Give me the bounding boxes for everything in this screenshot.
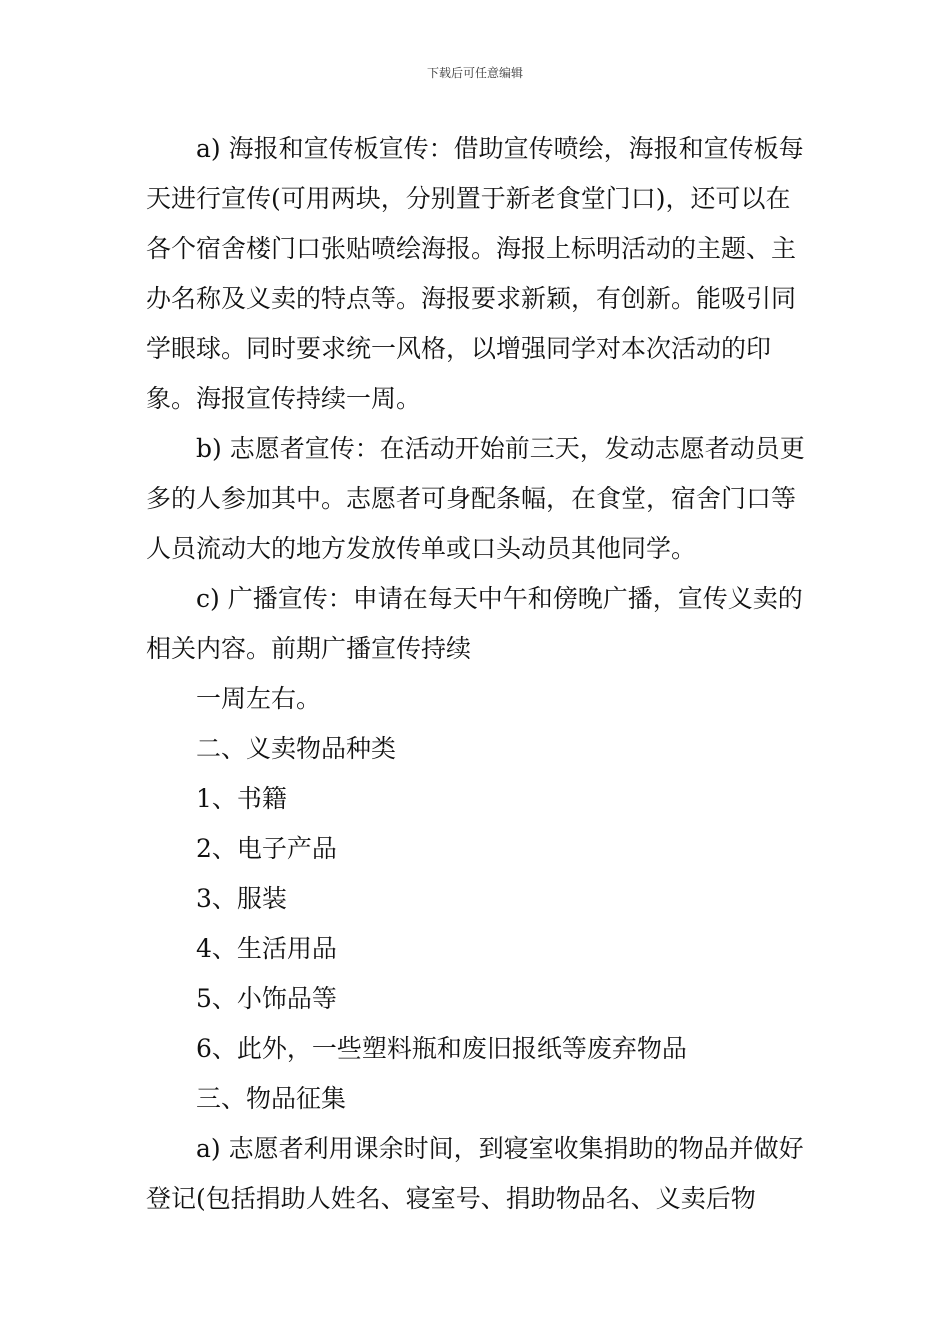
list-item: 2、电子产品: [196, 834, 337, 863]
paragraph-volunteer-collection: a) 志愿者利用课余时间，到寝室收集捐助的物品并做好登记(包括捐助人姓名、寝室号、捐助物品名、义卖后物: [146, 1134, 804, 1213]
list-item: 3、服装: [196, 884, 287, 913]
list-item: 6、此外，一些塑料瓶和废旧报纸等废弃物品: [196, 1034, 687, 1063]
page-header: 下载后可任意编辑: [426, 66, 523, 80]
paragraph-broadcast-publicity: c) 广播宣传：申请在每天中午和傍晚广播，宣传义卖的相关内容。前期广播宣传持续: [146, 584, 803, 663]
paragraph-broadcast-duration: 一周左右。: [196, 684, 322, 713]
section-heading-item-collection: 三、物品征集: [196, 1084, 347, 1113]
document-body: [146, 124, 808, 1224]
paragraph-volunteer-publicity: b) 志愿者宣传：在活动开始前三天，发动志愿者动员更多的人参加其中。志愿者可身配条幅，在食堂，宿舍门口等人员流动大的地方发放传单或口头动员其他同学。: [146, 434, 805, 563]
paragraph-poster-publicity: a) 海报和宣传板宣传：借助宣传喷绘，海报和宣传板每天进行宣传(可用两块，分别置于新老食堂门口)，还可以在各个宿舍楼门口张贴喷绘海报。海报上标明活动的主题、主办名称及义卖的特点等。海报要求新颖，有创新。能吸引同学眼球。同时要求统一风格，以增强同学对本次活动的印象。海报宣传持续一周。: [146, 134, 804, 413]
list-item: 1、书籍: [196, 784, 287, 813]
list-item: 5、小饰品等: [196, 984, 337, 1013]
section-heading-item-types: 二、义卖物品种类: [196, 734, 397, 763]
list-item: 4、生活用品: [196, 934, 337, 963]
